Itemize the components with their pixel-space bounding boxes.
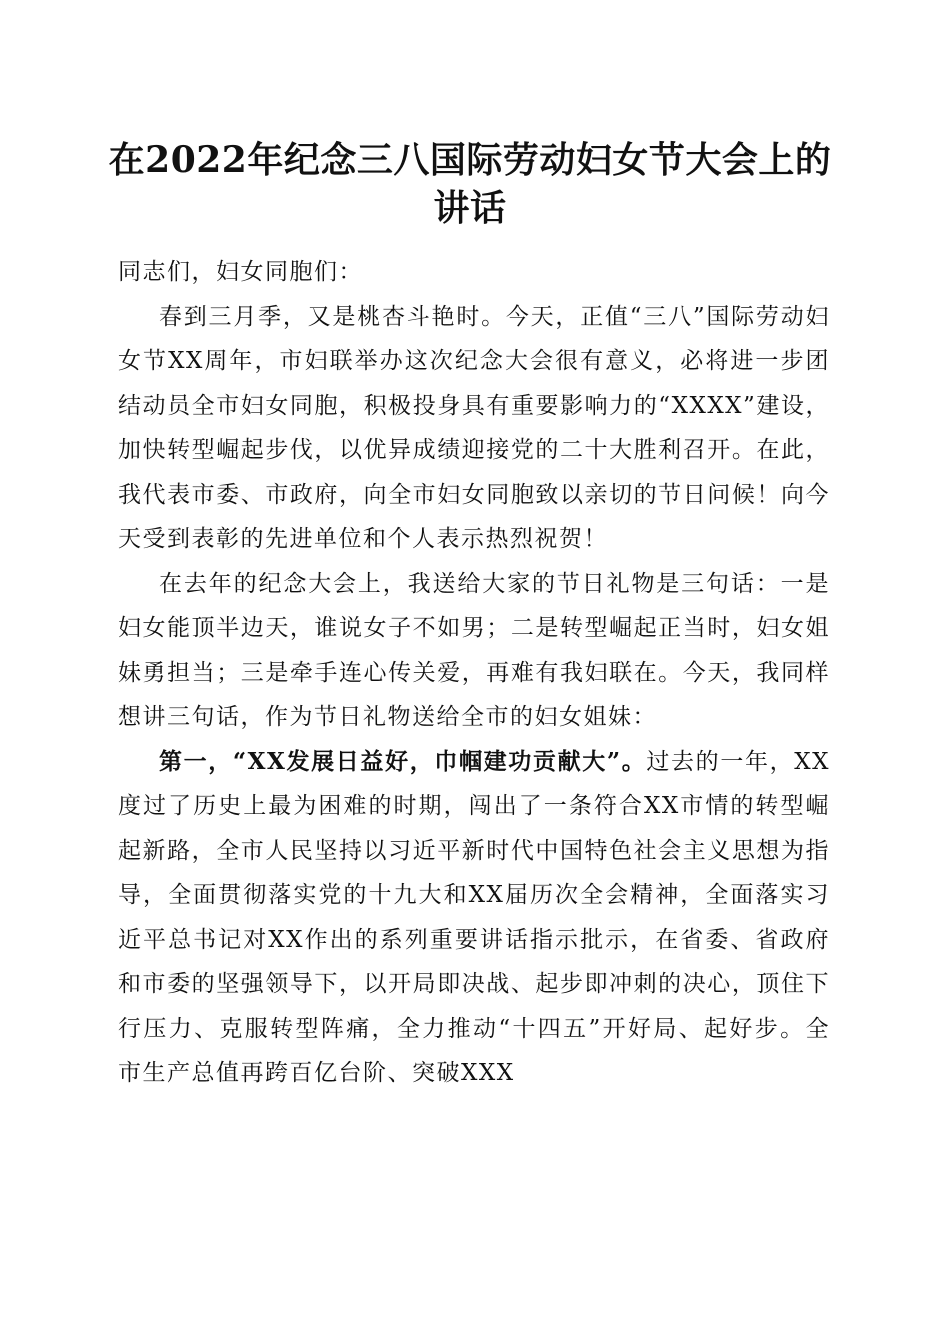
salutation: 同志们，妇女同胞们： — [118, 259, 363, 285]
title-line-2: 讲话 — [433, 187, 507, 229]
paragraph-1: 春到三月季，又是桃杏斗艳时。今天，正值“三八”国际劳动妇女节XX周年，市妇联举办这次纪念大会很有意义，必将进一步团结动员全市妇女同胞，积极投身具有重要影响力的“XXXX”建设，加快转型崛起步伐，以优异成绩迎接党的二十大胜利召开。在此，我代表市委、市政府，向全市妇女同胞致以亲切的节日问候！向今天受到表彰的先进单位和个人表示热烈祝贺！ — [118, 303, 830, 552]
document-title — [100, 136, 840, 232]
title-line-1: 在2022年纪念三八国际劳动妇女节大会上的 — [108, 139, 832, 181]
point-1-text: 过去的一年，XX度过了历史上最为困难的时期，闯出了一条符合XX市情的转型崛起新路，全市人民坚持以习近平新时代中国特色社会主义思想为指导，全面贯彻落实党的十九大和XX届历次全会精神，全面落实习近平总书记对XX作出的系列重要讲话指示批示，在省委、省政府和市委的坚强领导下，以开局即决战、起步即冲刺的决心，顶住下行压力、克服转型阵痛，全力推动“十四五”开好局、起好步。全市生产总值再跨百亿台阶、突破XXX — [118, 748, 831, 1086]
paragraph-3 — [118, 740, 830, 1096]
point-1-heading: 第一，“XX发展日益好，巾帼建功贡献大”。 — [159, 747, 647, 775]
paragraph-2: 在去年的纪念大会上，我送给大家的节日礼物是三句话：一是妇女能顶半边天，谁说女子不如男；二是转型崛起正当时，妇女姐妹勇担当；三是牵手连心传关爱，再难有我妇联在。今天，我同样想讲三句话，作为节日礼物送给全市的妇女姐妹： — [118, 570, 830, 730]
document-body — [118, 250, 830, 1096]
